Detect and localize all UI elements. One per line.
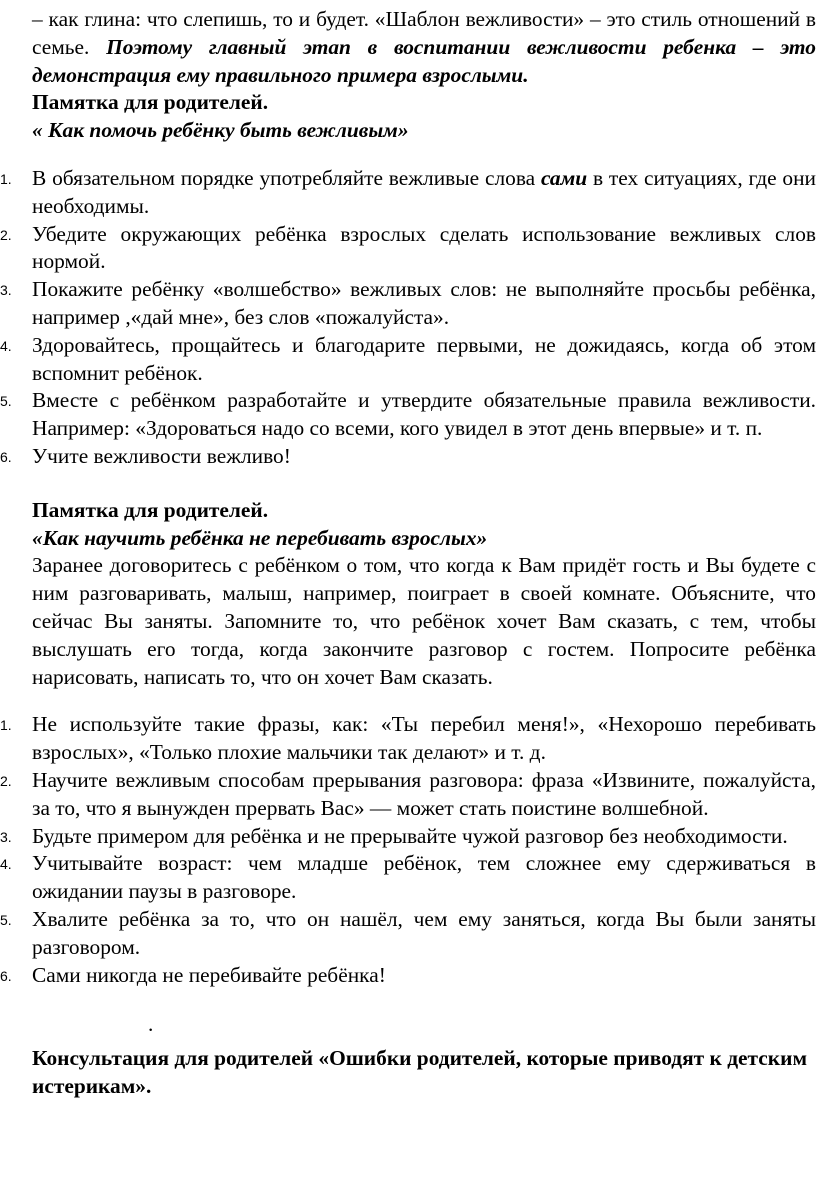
- list-item: [0, 387, 816, 443]
- list-item-text: Здоровайтесь, прощайтесь и благодарите первыми, не дожидаясь, когда об этом вспомнит ребёнок.: [32, 332, 816, 385]
- list-item: [0, 850, 816, 906]
- memo2-heading: Памятка для родителей.: [32, 497, 269, 522]
- separator-dot: .: [148, 1012, 154, 1037]
- list-item: [0, 332, 816, 388]
- list-item-text: Покажите ребёнку «волшебство» вежливых слов: не выполняйте просьбы ребёнка, например ,«дай мне», без слов «пожалуйста».: [32, 277, 816, 329]
- list-item-number: 3.: [0, 282, 12, 299]
- list-item-text: в тех ситуациях, где они необходимы.: [32, 165, 816, 218]
- list-item-text: Научите вежливым способам прерывания разговора: фраза «Извините, пожалуйста, за то, что я вынужден прервать Вас» — может стать поистине волшебной.: [32, 767, 816, 820]
- memo2-paragraph: Заранее договоритесь с ребёнком о том, что когда к Вам придёт гость и Вы будете с ним разговаривать, малыш, например, поиграет в своей комнате. Объясните, что сейчас Вы заняты. Запомните то, что ребёнок хочет Вам сказать, с тем, чтобы выслушать его тогда, когда закончите разговор с гостем. Попросите ребёнка нарисовать, написать то, что он хочет Вам сказать.: [32, 553, 816, 689]
- memo2-subheading: «Как научить ребёнка не перебивать взрослых»: [32, 525, 488, 550]
- document-page: [0, 6, 816, 1101]
- list-item-number: 2.: [0, 772, 12, 789]
- list-item-text: Учите вежливости вежливо!: [32, 443, 291, 468]
- list-item-text: Убедите окружающих ребёнка взрослых сделать использование вежливых слов нормой.: [32, 221, 816, 274]
- list-item-emphasis: сами: [540, 165, 588, 190]
- list-item: [0, 276, 816, 332]
- list-item-number: 5.: [0, 911, 12, 928]
- list-item-number: 1.: [0, 170, 12, 187]
- list-item-text: Сами никогда не перебивайте ребёнка!: [32, 962, 386, 987]
- list-item-number: 4.: [0, 856, 12, 873]
- memo1-list: [0, 165, 816, 471]
- list-item-number: 1.: [0, 717, 12, 734]
- intro-emphasis: Поэтому главный этап в воспитании вежливости ребенка – это демонстрация ему правильного примера взрослыми.: [32, 34, 816, 87]
- list-item: [0, 165, 816, 221]
- list-item: [0, 711, 816, 767]
- list-item: [0, 767, 816, 823]
- memo1-heading: Памятка для родителей.: [32, 90, 269, 115]
- memo1-subheading: « Как помочь ребёнку быть вежливым»: [32, 118, 409, 143]
- list-item-text: В обязательном порядке употребляйте вежливые слова: [32, 165, 541, 190]
- list-item-number: 3.: [0, 828, 12, 845]
- list-item-number: 2.: [0, 226, 12, 243]
- list-item: [0, 221, 816, 277]
- list-item-text: Не используйте такие фразы, как: «Ты перебил меня!», «Нехорошо перебивать взрослых», «Только плохие мальчики так делают» и т. д.: [32, 712, 816, 765]
- list-item-number: 6.: [0, 967, 12, 984]
- consultation-title: Консультация для родителей «Ошибки родителей, которые приводят к детским истерикам».: [32, 1046, 808, 1099]
- intro-text: – как глина: что слепишь, то и будет. «Шаблон вежливости» – это стиль отношений в семье.: [32, 7, 816, 59]
- list-item-number: 4.: [0, 337, 12, 354]
- list-item: [0, 906, 816, 962]
- list-item-text: Вместе с ребёнком разработайте и утвердите обязательные правила вежливости. Например: «Здороваться надо со всеми, кого увидел в этот день впервые» и т. п.: [32, 388, 816, 441]
- list-item-text: Учитывайте возраст: чем младше ребёнок, тем сложнее ему сдерживаться в ожидании паузы в разговоре.: [32, 851, 816, 904]
- list-item-number: 5.: [0, 393, 12, 410]
- list-item: [0, 443, 816, 471]
- list-item: [0, 962, 816, 990]
- list-item-number: 6.: [0, 448, 12, 465]
- list-item-text: Хвалите ребёнка за то, что он нашёл, чем ему заняться, когда Вы были заняты разговором.: [32, 906, 816, 959]
- list-item-text: Будьте примером для ребёнка и не прерывайте чужой разговор без необходимости.: [32, 823, 788, 848]
- memo2-list: [0, 711, 816, 989]
- list-item: [0, 823, 816, 851]
- intro-paragraph: [32, 6, 816, 89]
